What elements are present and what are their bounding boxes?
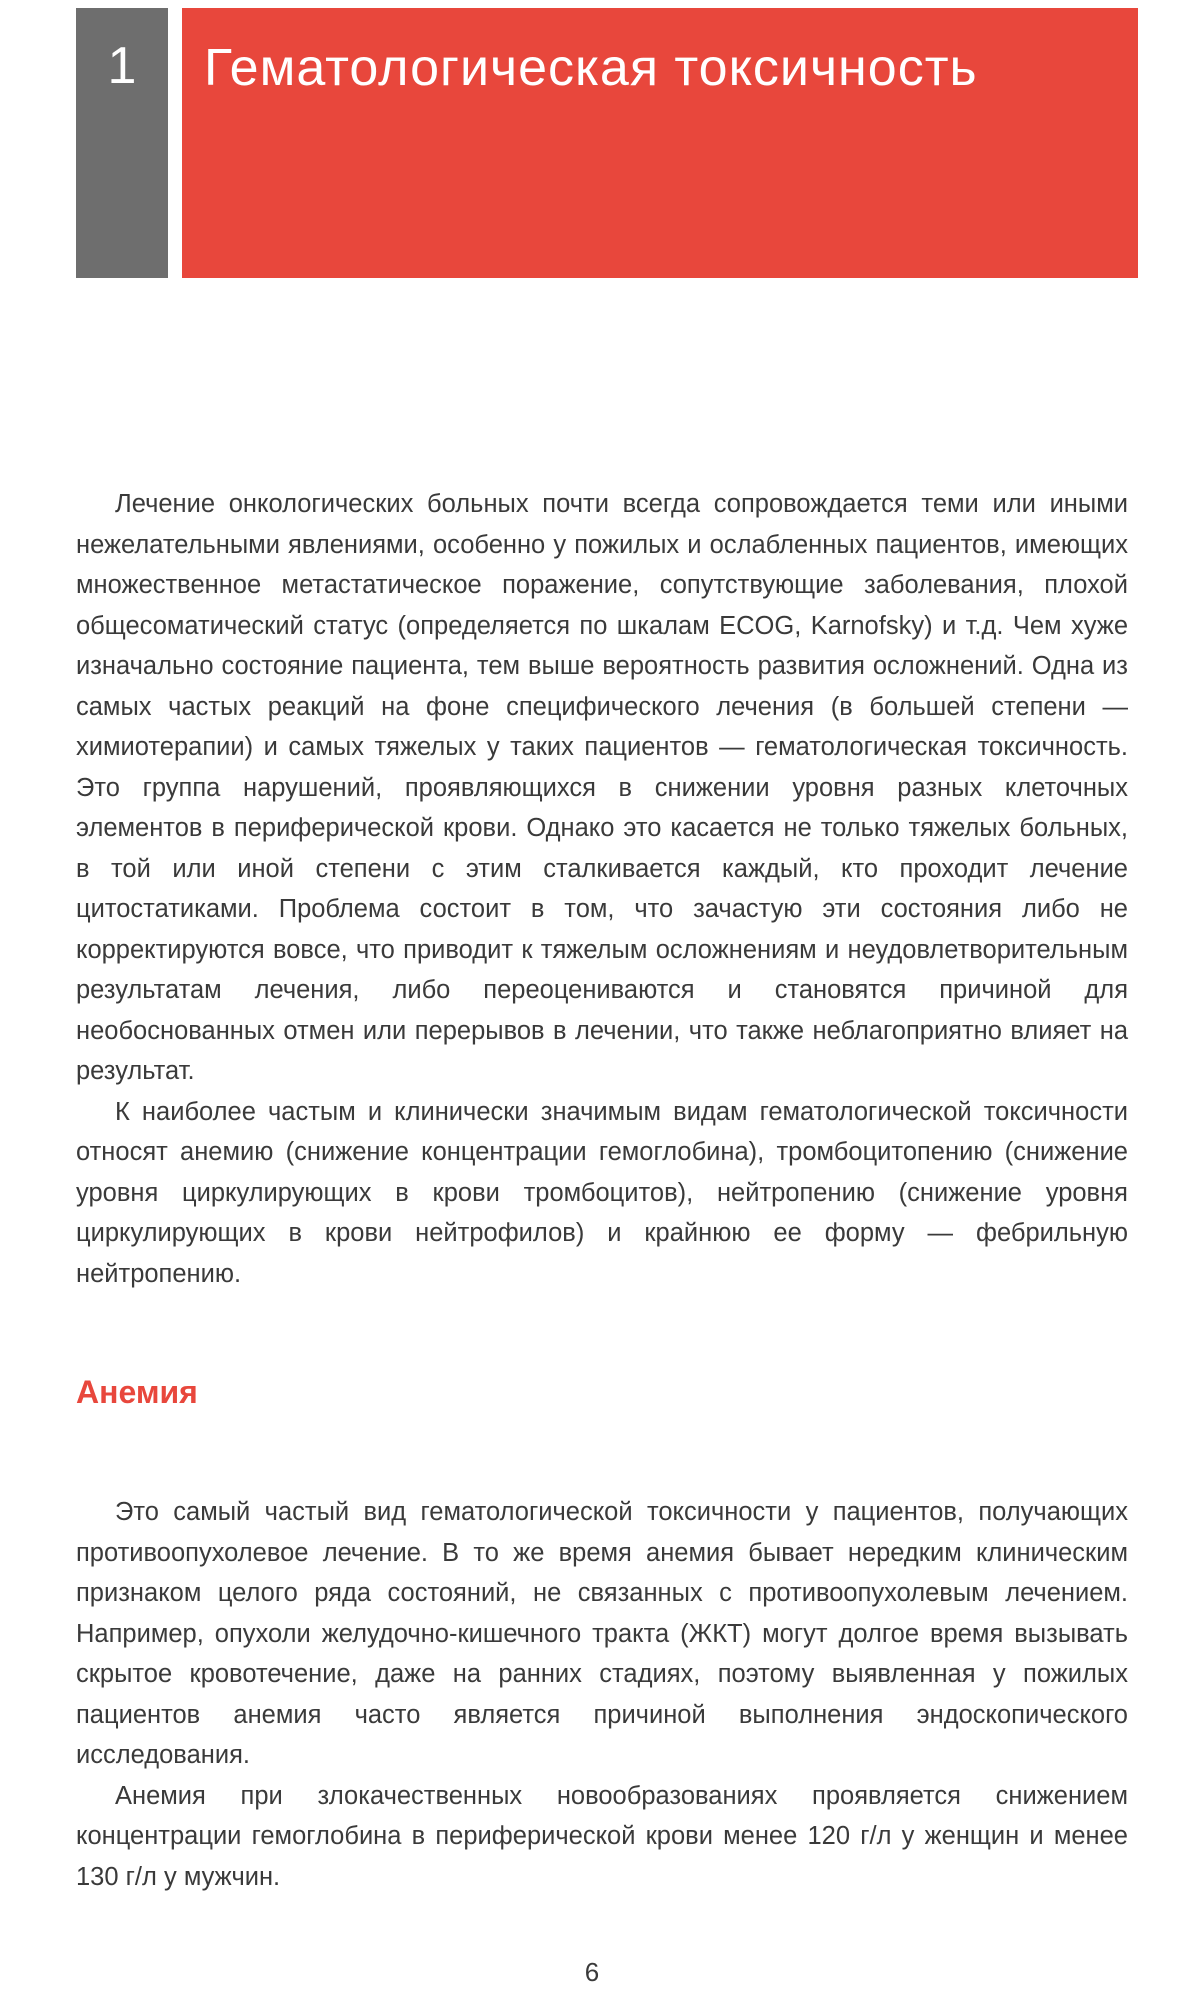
chapter-banner <box>182 8 1138 278</box>
section-heading-anemia: Анемия <box>76 1374 198 1410</box>
anemia-paragraph: Анемия при злокачественных новообразованиях проявляется снижением концентрации гемоглобина в периферической крови менее 120 г/л у женщин и менее 130 г/л у мужчин. <box>76 1781 1128 1891</box>
chapter-title: Гематологическая токсичность <box>204 39 978 97</box>
intro-paragraph: Лечение онкологических больных почти всегда сопровождается теми или иными нежелательными явлениями, особенно у пожилых и ослабленных пациентов, имеющих множественное метастатическое поражение, сопутствующие заболевания, плохой общесоматический статус (определяется по шкалам ECOG, Karnofsky) и т.д. Чем хуже изначально состояние пациента, тем выше вероятность развития осложнений. Одна из самых частых реакций на фоне специфического лечения (в большей степени — химиотерапии) и самых тяжелых у таких пациентов — гематологическая токсичность. Это группа нарушений, проявляющихся в снижении уровня разных клеточных элементов в периферической крови. Однако это касается не только тяжелых больных, в той или иной степени с этим сталкивается каждый, кто проходит лечение цитостатиками. Проблема состоит в том, что зачастую эти состояния либо не корректируются вовсе, что приводит к тяжелым осложнениям и неудовлетворительным результатам лечения, либо переоцениваются и становятся причиной для необоснованных отмен или перерывов в лечении, что также неблагоприятно влияет на результат. <box>76 490 1128 1085</box>
intro-text <box>76 484 1128 1294</box>
chapter-number: 1 <box>107 37 137 95</box>
anemia-text <box>76 1492 1128 1897</box>
intro-paragraph: К наиболее частым и клинически значимым видам гематологической токсичности относят анемию (снижение концентрации гемоглобина), тромбоцитопению (снижение уровня циркулирующих в крови тромбоцитов), нейтропению (снижение уровня циркулирующих в крови нейтрофилов) и крайнюю ее форму — фебрильную нейтропению. <box>76 1097 1128 1288</box>
anemia-paragraph: Это самый частый вид гематологической токсичности у пациентов, получающих противоопухолевое лечение. В то же время анемия бывает нередким клиническим признаком целого ряда состояний, не связанных с противоопухолевым лечением. Например, опухоли желудочно-кишечного тракта (ЖКТ) могут долгое время вызывать скрытое кровотечение, даже на ранних стадиях, поэтому выявленная у пожилых пациентов анемия часто является причиной выполнения эндоскопического исследования. <box>76 1498 1128 1769</box>
page-number: 6 <box>584 1957 600 1987</box>
chapter-number-box <box>76 8 168 278</box>
